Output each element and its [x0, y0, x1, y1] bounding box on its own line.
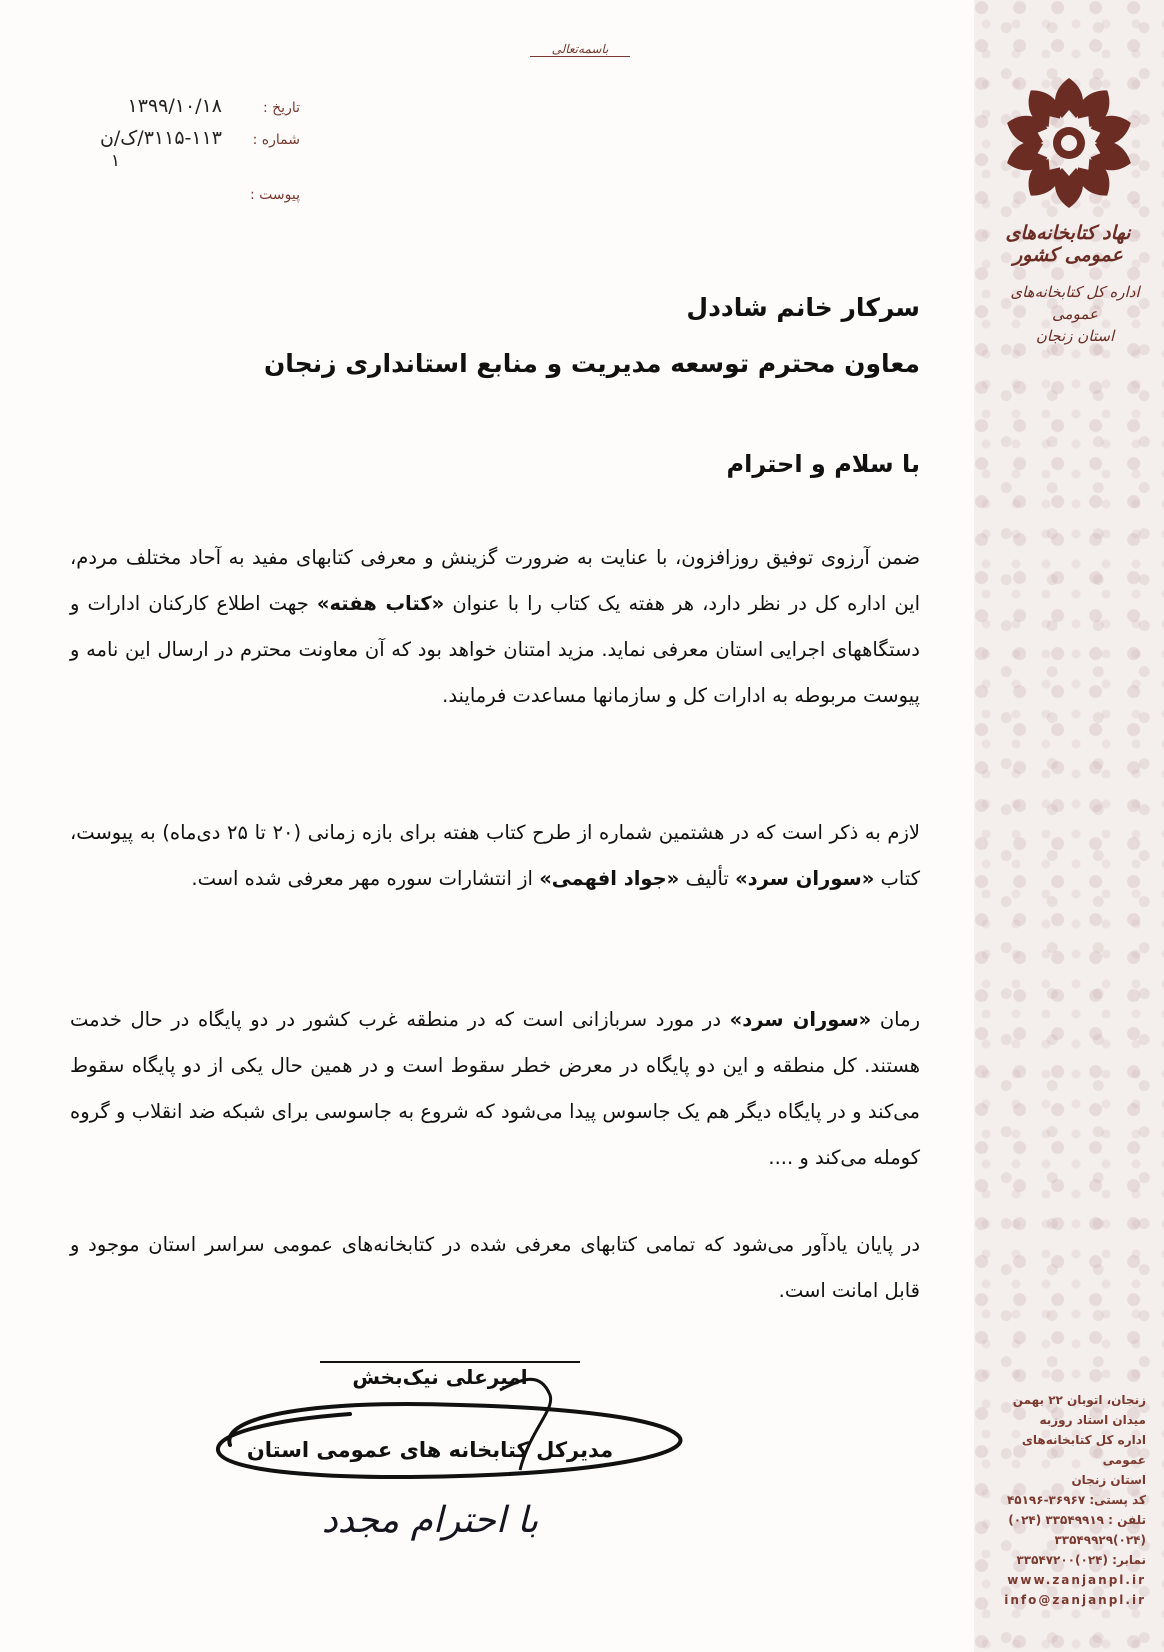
- number-label: شماره :: [252, 132, 300, 148]
- address-line: استان زنجان: [1071, 1473, 1146, 1487]
- author-name: «جواد افهمی»: [539, 867, 680, 890]
- addressee-name: سرکار خانم شاددل: [686, 293, 920, 322]
- attachment-row: [60, 187, 300, 219]
- contact-block: [981, 1390, 1146, 1610]
- paragraph-text: ضمن آرزوی توفیق روزافزون، با عنایت به ضرورت گزینش و معرفی کتابهای مفید به آحاد مختلف مردم، این اداره کل در نظر دارد، هر هفته یک کتاب را با عنوان: [70, 546, 921, 615]
- book-title: «سوران سرد»: [729, 1008, 872, 1031]
- paragraph-text: تألیف: [679, 867, 736, 890]
- phone-number: تلفن : ۳۳۵۴۹۹۱۹ (۰۲۴): [1008, 1513, 1146, 1527]
- fax-number: نمابر: (۰۲۴)۳۳۵۴۷۲۰۰: [1016, 1553, 1146, 1567]
- handwritten-note: با احترام مجدد: [321, 1500, 539, 1541]
- date-value: ۱۳۹۹/۱۰/۱۸: [127, 95, 222, 117]
- paragraph-book-info: [70, 810, 920, 902]
- paragraph-text: رمان: [871, 1008, 920, 1031]
- address-line: اداره کل کتابخانه‌های عمومی: [1021, 1433, 1146, 1467]
- book-of-week-title: «کتاب هفته»: [316, 592, 445, 615]
- address-line: زنجان، اتوبان ۲۲ بهمن: [1012, 1393, 1146, 1407]
- paragraph-text: لازم به ذکر است که در هشتمین شماره از طرح کتاب هفته برای بازه زمانی (۲۰ تا ۲۵ دی‌ماه) به پیوست، کتاب: [70, 821, 920, 890]
- postal-code: کد پستی: ۳۶۹۶۷-۴۵۱۹۶: [1006, 1493, 1146, 1507]
- website-link[interactable]: www.zanjanpl.ir: [1007, 1573, 1146, 1587]
- book-title: «سوران سرد»: [735, 867, 875, 890]
- signer-title: مدیرکل کتابخانه های عمومی استان: [246, 1438, 614, 1462]
- office-name: [1000, 282, 1150, 347]
- office-line: اداره کل کتابخانه‌های عمومی: [1010, 283, 1140, 323]
- address-line: میدان استاد روزبه: [1039, 1413, 1146, 1427]
- paragraph-text: از انتشارات سوره مهر معرفی شده است.: [191, 867, 540, 890]
- office-line: استان زنجان: [1035, 326, 1115, 345]
- date-label: تاریخ :: [262, 100, 300, 116]
- paragraph-text: در مورد سربازانی است که در منطقه غرب کشور در دو پایگاه در حال خدمت هستند. کل منطقه و این دو پایگاه در معرض خطر سقوط است و در همین حال یکی از دو پایگاه سقوط می‌کند و در پایگاه دیگر هم یک جاسوس پیدا می‌شود که شروع به جاسوسی برای شبکه ضد انقلاب و گروه کومله می‌کند و ....: [70, 1008, 920, 1169]
- number-extra: ۱: [110, 151, 120, 171]
- signer-name: امیرعلی نیک‌بخش: [352, 1365, 528, 1389]
- date-row: [60, 95, 300, 127]
- letter-metadata: [60, 95, 300, 219]
- email-link[interactable]: info@zanjanpl.ir: [1004, 1593, 1146, 1607]
- paragraph-summary: [70, 997, 920, 1181]
- organization-name: نهاد کتابخانه‌های عمومی کشور: [1005, 222, 1131, 266]
- signature-block: [200, 1350, 700, 1570]
- attachment-label: پیوست :: [250, 187, 300, 203]
- addressee: [70, 280, 920, 392]
- addressee-position: معاون محترم توسعه مدیریت و منابع استانداری زنجان: [263, 349, 920, 378]
- letterhead-sidebar: [974, 0, 1164, 1652]
- paragraph-text: جهت اطلاع کارکنان ادارات و دستگاههای اجرایی استان معرفی نماید. مزید امتنان خواهد بود که آن معاونت محترم در ارسال این نامه و پیوست مربوطه به ادارات کل و سازمانها مساعدت فرمایند.: [70, 592, 920, 707]
- paragraph-intro: [70, 535, 920, 719]
- bismillah-heading: باسمه‌تعالی: [530, 42, 630, 57]
- paragraph-closing: در پایان یادآور می‌شود که تمامی کتابهای معرفی شده در کتابخانه‌های عمومی سراسر استان موجود و قابل امانت است.: [70, 1233, 920, 1302]
- phone-number: (۰۲۴)۳۳۵۴۹۹۲۹: [1054, 1533, 1146, 1547]
- library-emblem-icon: [984, 58, 1154, 228]
- greeting: با سلام و احترام: [726, 450, 920, 478]
- number-value: ۳۱۱۵-۱۱۳/ک/ن: [99, 127, 222, 149]
